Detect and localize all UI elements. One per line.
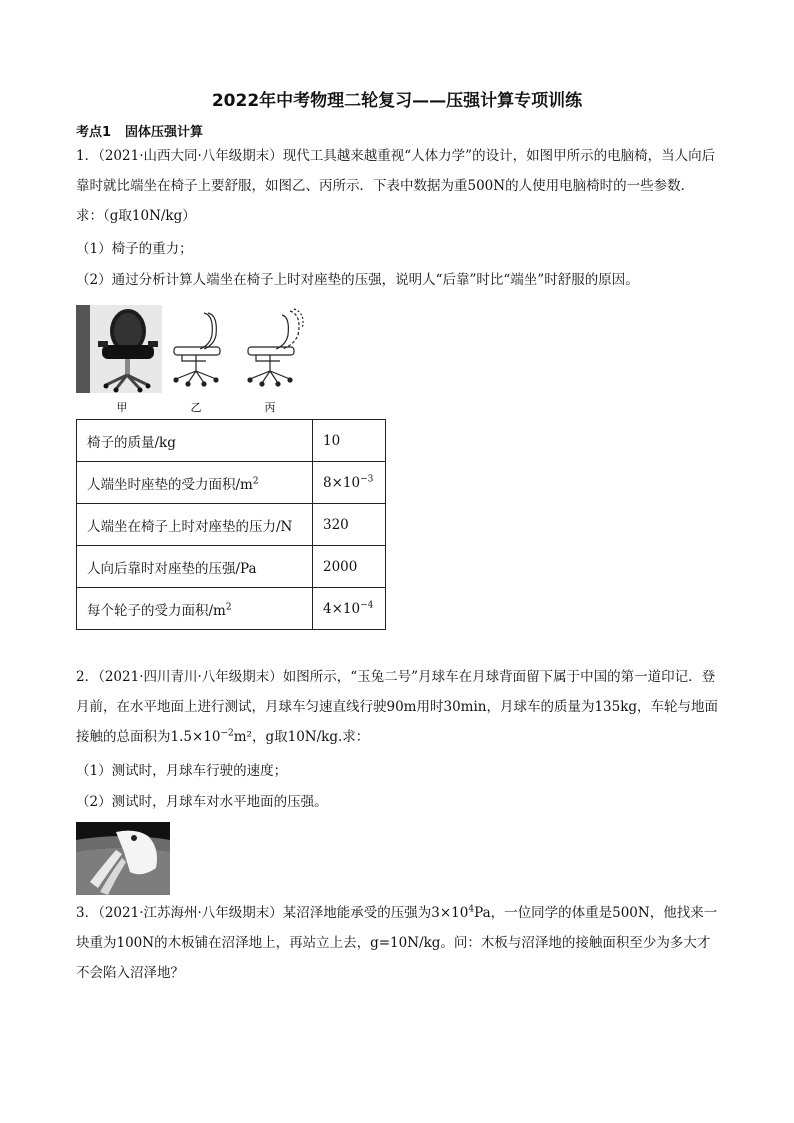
figure-label-bing: 丙 xyxy=(264,401,276,414)
table-row xyxy=(77,462,386,504)
question-1-sub-2: （2）通过分析计算人端坐在椅子上时对座垫的压强，说明人“后靠”时比“端坐”时舒服的原因。 xyxy=(76,272,639,288)
table-cell-key: 人端坐在椅子上时对座垫的压力/N xyxy=(77,504,313,546)
table-cell-key: 人向后靠时对座垫的压强/Pa xyxy=(77,546,313,588)
section-heading xyxy=(76,121,203,140)
office-chair-figure xyxy=(76,305,316,415)
table-row xyxy=(77,546,386,588)
table-cell-value: $4\times 10^{-4}$ xyxy=(313,588,386,630)
table-cell-key: 人端坐时座垫的受力面积$/m^2$ xyxy=(77,462,313,504)
chair-reclined-icon xyxy=(248,309,303,386)
table-row xyxy=(77,504,386,546)
question-2-text: 2．（2021·四川青川·八年级期末）如图所示，“玉兔二号”月球车在月球背面留下属于中国的第一道印记．登月前，在水平地面上进行测试，月球车匀速直线行驶90m用时30min，月球车的质量为135kg，车轮与地面接触的总面积为$1.5\times 10^{-2}m^2$，g取10N/kg.求： xyxy=(76,669,719,745)
question-1-sub-1: （1）椅子的重力； xyxy=(76,241,193,257)
page-title: 2022年中考物理二轮复习——压强计算专项训练 xyxy=(211,91,583,111)
table-cell-value: $8\times 10^{-3}$ xyxy=(313,462,386,504)
table-row xyxy=(77,420,386,462)
table-cell-key: 椅子的质量/kg xyxy=(77,420,313,462)
figure-label-jia: 甲 xyxy=(116,401,128,414)
question-2-sub-2: （2）测试时，月球车对水平地面的压强。 xyxy=(76,794,328,810)
table-cell-value: 320 xyxy=(313,504,386,546)
table-cell-value: 2000 xyxy=(313,546,386,588)
question-1-text: 1．（2021·山西大同·八年级期末）现代工具越来越重视“人体力学”的设计，如图甲所示的电脑椅，当人向后靠时就比端坐在椅子上要舒服，如图乙、丙所示．下表中数据为重500N的人使用电脑椅时的一些参数．求：（g取10N/kg） xyxy=(76,148,716,224)
table-cell-key: 每个轮子的受力面积$/m^2$ xyxy=(77,588,313,630)
chair-upright-icon xyxy=(174,313,220,386)
chair-photo-icon xyxy=(76,305,162,393)
section-name: 固体压强计算 xyxy=(125,125,204,140)
table-cell-value: 10 xyxy=(313,420,386,462)
table-row xyxy=(77,588,386,630)
chair-parameter-table xyxy=(76,419,386,630)
figure-label-yi: 乙 xyxy=(190,401,202,414)
lunar-rover-photo xyxy=(76,822,170,895)
question-3-text: 3．（2021·江苏海州·八年级期末）某沼泽地能承受的压强为$3\times 10^4Pa$，一位同学的体重是500N，他找来一块重为100N的木板铺在沼泽地上，再站立上去，g=10N/kg。问：木板与沼泽地的接触面积至少为多大才不会陷入沼泽地？ xyxy=(76,904,718,981)
section-label: 考点1 xyxy=(76,125,112,140)
question-2-sub-1: （1）测试时，月球车行驶的速度； xyxy=(76,763,288,779)
